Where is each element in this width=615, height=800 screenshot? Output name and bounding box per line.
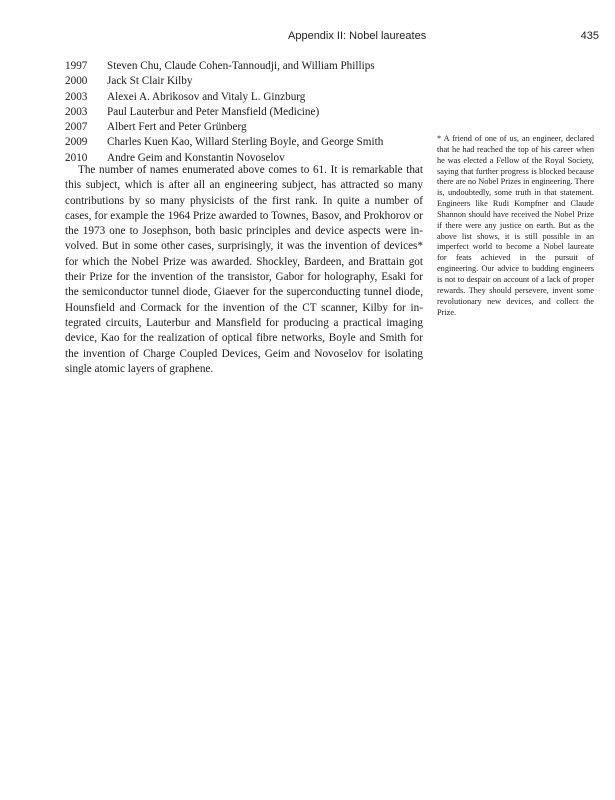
footnote: * A friend of one of us, an engineer, declared that he had reached the top of his career when he was elected a Fellow of the Royal Society, saying that further progress is blocked because there are no Nobel Prizes in engineering. There is, undoubtedly, some truth in that statement. Engineers like Rudi Kompfner and Claude Shannon should have received the Nobel Prize if there were any justice on earth. But as the above list shows, it is still possible in an imperfect world to become a Nobel laureate for feats achieved in the pursuit of engineering. Our advice to budding engineers is not to despair on account of a lack of proper rewards. They should persevere, invent some revolutionary new devices, and collect the Prize. xyxy=(437,134,594,317)
laureate-names: Steven Chu, Claude Cohen-Tannoudji, and William Phillips xyxy=(107,60,375,72)
laureate-names: Paul Lauterbur and Peter Mansfield (Medicine) xyxy=(107,105,320,118)
laureate-names: Albert Fert and Peter Grünberg xyxy=(107,121,247,134)
page-number: 435 xyxy=(580,30,599,42)
laureate-year: 2003 xyxy=(65,105,88,118)
laureate-list xyxy=(65,59,435,166)
list-item xyxy=(65,74,435,89)
laureate-year: 1997 xyxy=(65,60,88,72)
laureate-year: 2003 xyxy=(65,90,88,103)
laureate-year: 2007 xyxy=(65,121,88,134)
body-paragraph: The number of names enumerated above comes to 61. It is remarkable that this subject, which is after all an engineering subject, has attracted so many contributions by so many physicists of the first rank. In quite a number of cases, for example the 1964 Prize awarded to Townes, Basov, and Prokhorov or the 1973 one to Josephson, both basic principles and device aspects were involved. But in some other cases, surprisingly, it was the invention of devices* for which the Nobel Prize was awarded. Shockley, Bardeen, and Brattain got their Prize for the invention of the transistor, Gabor for holography, Esaki for the semiconductor tunnel diode, Giaever for the superconducting tunnel diode, Hounsfield and Cormack for the invention of the CT scanner, Kilby for integrated circuits, Lauterbur and Mansfield for producing a practical imaging device, Kao for the realization of optical fibre networks, Boyle and Smith for the invention of Charge Coupled Devices, Geim and Novoselov for isolating single atomic layers of graphene. xyxy=(65,164,423,375)
list-item xyxy=(65,105,435,120)
list-item xyxy=(65,90,435,105)
laureate-year: 2009 xyxy=(65,136,88,149)
running-head: Appendix II: Nobel laureates xyxy=(288,30,427,42)
laureate-year: 2000 xyxy=(65,75,88,88)
laureate-names: Charles Kuen Kao, Willard Sterling Boyle, and George Smith xyxy=(107,136,384,149)
laureate-names: Andre Geim and Konstantin Novoselov xyxy=(107,151,285,164)
laureate-names: Alexei A. Abrikosov and Vitaly L. Ginzburg xyxy=(107,90,306,103)
list-item xyxy=(65,120,435,135)
list-item xyxy=(65,59,435,74)
laureate-year: 2010 xyxy=(65,151,88,164)
list-item xyxy=(65,135,435,150)
laureate-names: Jack St Clair Kilby xyxy=(107,75,193,88)
